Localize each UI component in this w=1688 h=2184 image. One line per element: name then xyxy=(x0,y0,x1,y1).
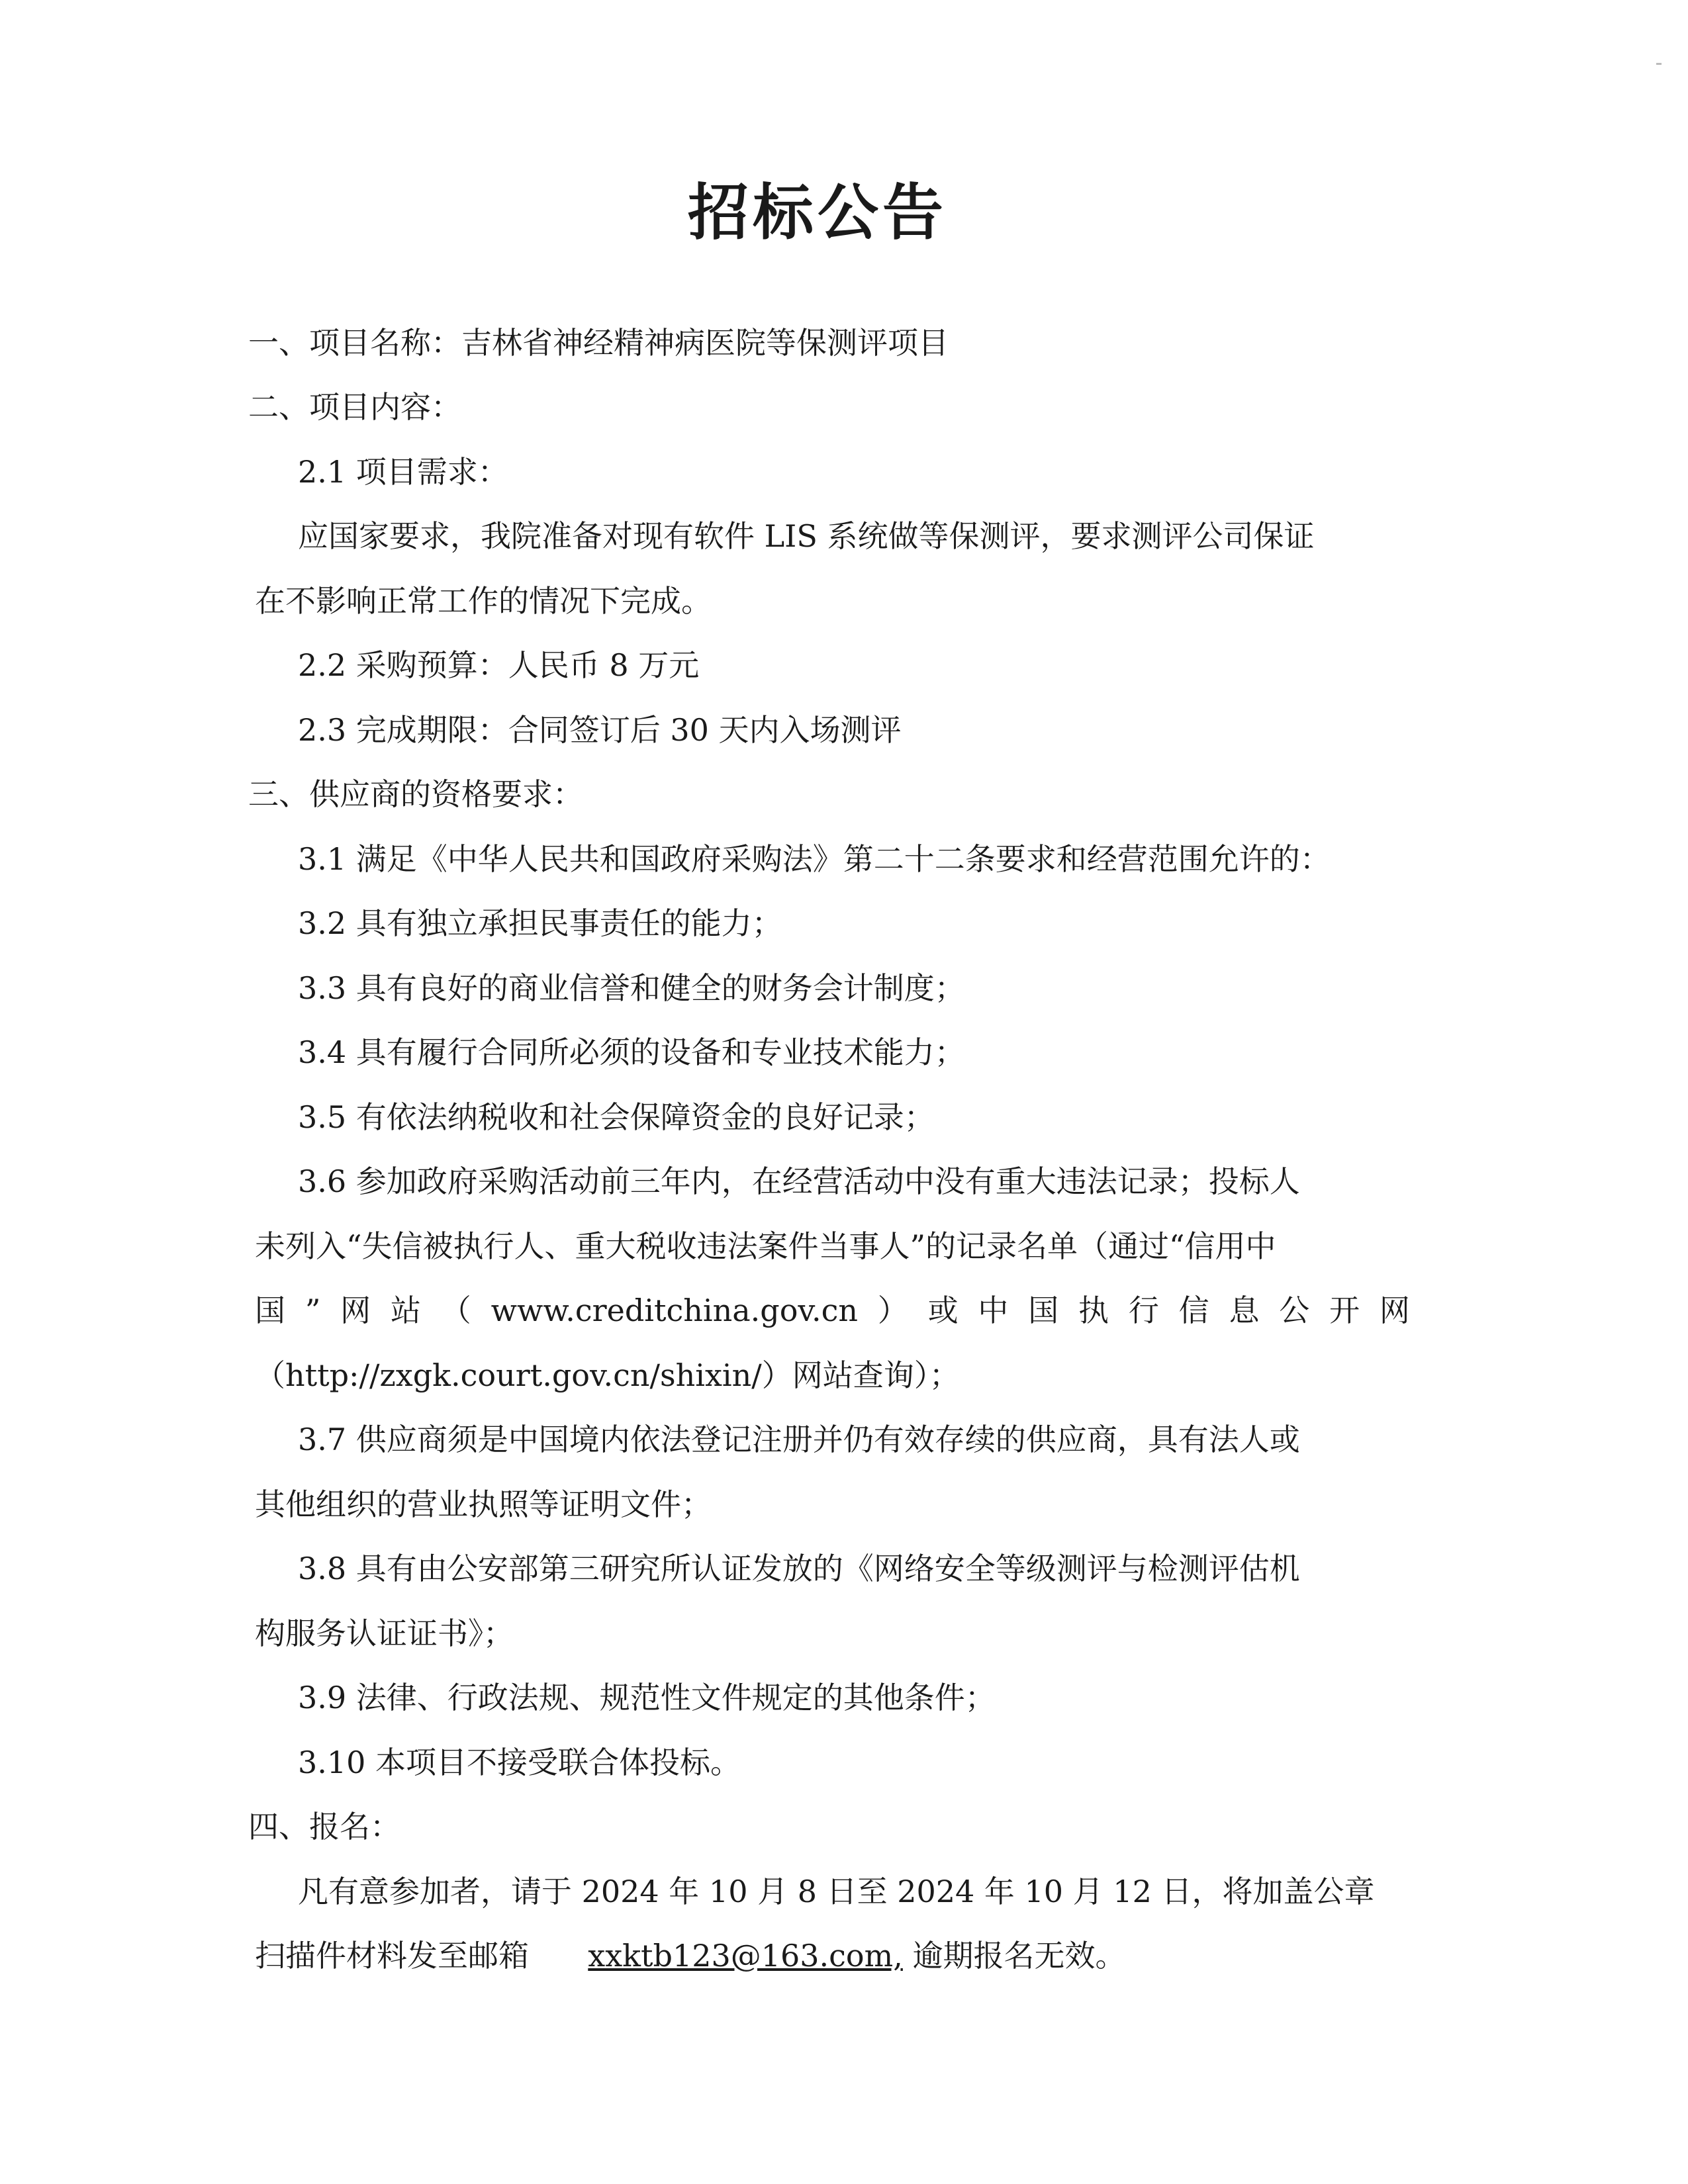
item-3-6-line-2: 未列入“失信被执行人、重大税收违法案件当事人”的记录名单（通过“信用中 xyxy=(255,1228,1276,1264)
section-4-heading: 四、报名： xyxy=(248,1809,400,1844)
document-title: 招标公告 xyxy=(687,177,947,248)
para-4-suffix: 逾期报名无效。 xyxy=(912,1938,1126,1974)
line-3-part: 网 xyxy=(340,1293,371,1328)
line-3-part: 行 xyxy=(1128,1293,1159,1328)
para-2-1-line-1: 应国家要求，我院准备对现有软件 LIS 系统做等保测评，要求测评公司保证 xyxy=(298,518,1315,554)
item-2-3: 2.3 完成期限：合同签订后 30 天内入场测评 xyxy=(298,712,902,748)
line-3-part: ” xyxy=(305,1293,321,1328)
para-2-1-line-2: 在不影响正常工作的情况下完成。 xyxy=(255,583,712,619)
para-4-line-2 xyxy=(255,1936,1126,1976)
item-3-9: 3.9 法律、行政法规、规范性文件规定的其他条件； xyxy=(298,1680,996,1715)
item-2-1: 2.1 项目需求： xyxy=(298,454,508,490)
line-3-part: 执 xyxy=(1078,1293,1109,1328)
creditchina-url: www.creditchina.gov.cn xyxy=(491,1293,858,1328)
para-4-prefix: 扫描件材料发至邮箱 xyxy=(255,1938,529,1974)
line-3-part: 中 xyxy=(978,1293,1009,1328)
item-3-3: 3.3 具有良好的商业信誉和健全的财务会计制度； xyxy=(298,970,965,1006)
item-3-6-line-1: 3.6 参加政府采购活动前三年内，在经营活动中没有重大违法记录；投标人 xyxy=(298,1163,1300,1199)
item-3-8-line-2: 构服务认证证书》； xyxy=(255,1615,514,1651)
item-3-2: 3.2 具有独立承担民事责任的能力； xyxy=(298,905,782,941)
line-3-part: 息 xyxy=(1229,1293,1260,1328)
item-3-8-line-1: 3.8 具有由公安部第三研究所认证发放的《网络安全等级测评与检测评估机 xyxy=(298,1551,1300,1586)
line-3-part: 开 xyxy=(1329,1293,1360,1328)
para-4-line-1: 凡有意参加者，请于 2024 年 10 月 8 日至 2024 年 10 月 12 日，将加盖公章 xyxy=(298,1874,1375,1909)
item-3-7-line-1: 3.7 供应商须是中国境内依法登记注册并仍有效存续的供应商，具有法人或 xyxy=(298,1422,1300,1457)
item-3-1: 3.1 满足《中华人民共和国政府采购法》第二十二条要求和经营范围允许的： xyxy=(298,841,1331,877)
scan-artifact xyxy=(1656,63,1662,65)
item-2-2: 2.2 采购预算：人民币 8 万元 xyxy=(298,647,700,683)
item-3-5: 3.5 有依法纳税收和社会保障资金的良好记录； xyxy=(298,1099,935,1135)
item-3-6-line-3 xyxy=(255,1291,1410,1330)
section-3-heading: 三、供应商的资格要求： xyxy=(248,776,583,812)
line-3-part: 公 xyxy=(1279,1293,1310,1328)
item-3-6-line-4: （http://zxgk.court.gov.cn/shixin/）网站查询）； xyxy=(255,1357,960,1393)
line-3-part: （ xyxy=(440,1293,471,1328)
line-3-part: 国 xyxy=(255,1293,285,1328)
section-1-project-name: 一、项目名称：吉林省神经精神病医院等保测评项目 xyxy=(248,325,949,361)
item-3-10: 3.10 本项目不接受联合体投标。 xyxy=(298,1745,741,1780)
registration-email-link[interactable]: xxktb123@163.com, xyxy=(588,1938,903,1974)
line-3-part: ） xyxy=(877,1293,908,1328)
line-3-part: 网 xyxy=(1379,1293,1410,1328)
line-3-part: 信 xyxy=(1178,1293,1209,1328)
section-2-heading: 二、项目内容： xyxy=(248,389,461,425)
line-3-part: 或 xyxy=(927,1293,959,1328)
item-3-7-line-2: 其他组织的营业执照等证明文件； xyxy=(255,1486,712,1522)
line-3-part: 站 xyxy=(390,1293,421,1328)
item-3-4: 3.4 具有履行合同所必须的设备和专业技术能力； xyxy=(298,1034,965,1070)
line-3-part: 国 xyxy=(1028,1293,1059,1328)
